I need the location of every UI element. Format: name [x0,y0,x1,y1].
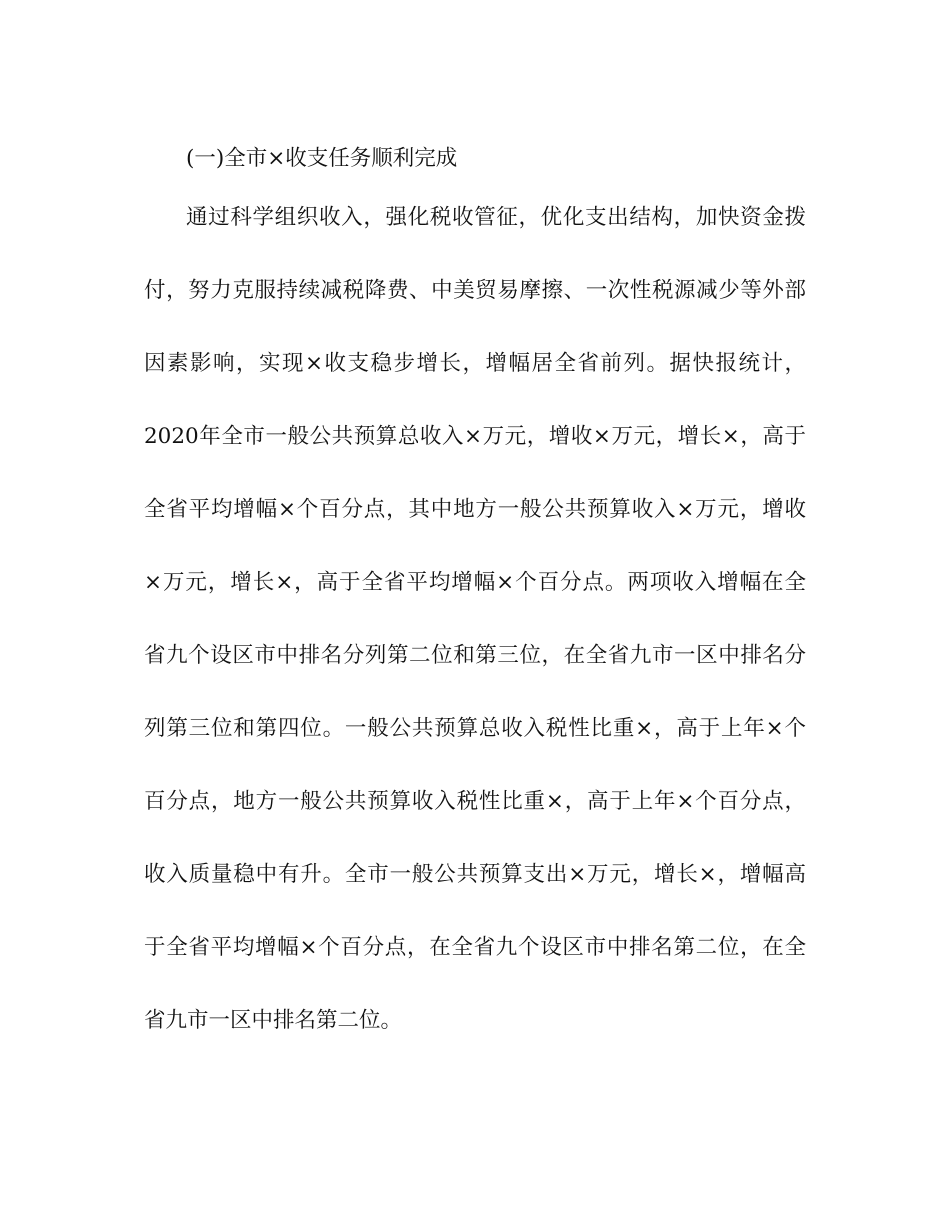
paragraph-line: 百分点，地方一般公共预算收入税性比重×，高于上年×个百分点， [144,789,806,814]
paragraph-line: 省九市一区中排名第二位。 [144,1008,403,1033]
paragraph-line: 通过科学组织收入，强化税收管征，优化支出结构，加快资金拨 [186,205,806,230]
paragraph-line: 列第三位和第四位。一般公共预算总收入税性比重×，高于上年×个 [144,716,806,741]
paragraph-line: 因素影响，实现×收支稳步增长，增幅居全省前列。据快报统计， [144,351,806,376]
paragraph-line: 省九个设区市中排名分列第二位和第三位，在全省九市一区中排名分 [144,643,806,668]
paragraph-line: 收入质量稳中有升。全市一般公共预算支出×万元，增长×，增幅高 [144,862,806,887]
paragraph-line: 全省平均增幅×个百分点，其中地方一般公共预算收入×万元，增收 [144,497,806,522]
paragraph-line: ×万元，增长×，高于全省平均增幅×个百分点。两项收入增幅在全 [144,570,806,595]
paragraph-line: 付，努力克服持续减税降费、中美贸易摩擦、一次性税源减少等外部 [144,278,806,303]
paragraph-line: 于全省平均增幅×个百分点，在全省九个设区市中排名第二位，在全 [144,935,806,960]
paragraph-line: 2020年全市一般公共预算总收入×万元，增收×万元，增长×，高于 [144,424,806,449]
section-heading: (一)全市×收支任务顺利完成 [186,146,458,171]
